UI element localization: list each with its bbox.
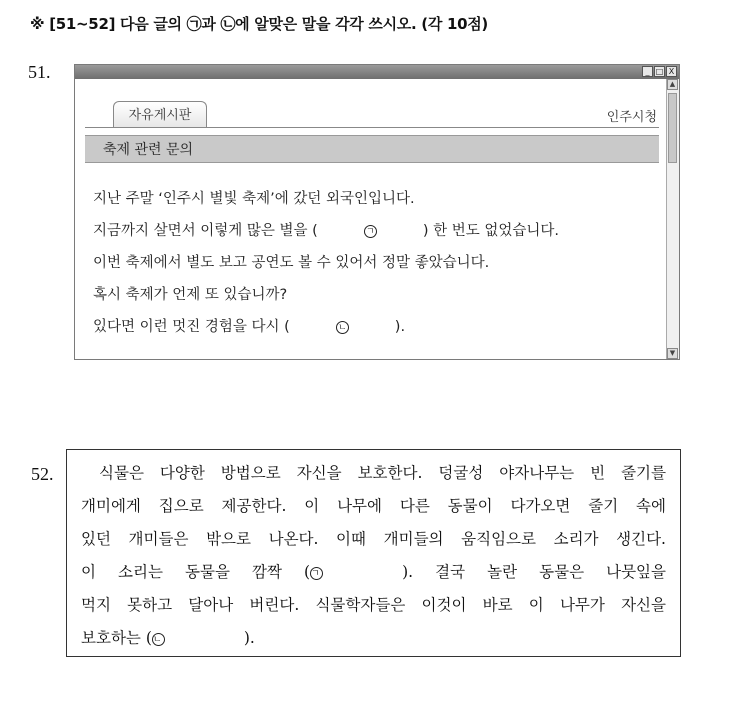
- post-text: 지금까지 살면서 이렇게 많은 별을 (: [93, 223, 318, 239]
- circled-nieun: ㄴ: [336, 321, 349, 334]
- passage-text-part: ).: [243, 629, 255, 647]
- passage-text-part: 보호하는 (: [81, 629, 152, 647]
- circled-giyeok: ㄱ: [364, 225, 377, 238]
- post-line: 혹시 축제가 언제 또 있습니까?: [93, 287, 288, 303]
- post-body: [93, 183, 559, 343]
- tab-divider: [85, 127, 659, 128]
- window-controls: [642, 66, 677, 77]
- passage-text: [81, 457, 666, 655]
- minimize-button[interactable]: _: [642, 66, 653, 77]
- blank-1: [318, 215, 423, 247]
- board-content: [75, 79, 667, 359]
- post-line: 지난 주말 ‘인주시 별빛 축제’에 갔던 외국인입니다.: [93, 191, 415, 207]
- passage-text-part: 이 소리는 동물을 깜짝 (: [81, 563, 311, 581]
- passage-text-part: ). 결국 놀란 동물은 나뭇잎을: [402, 563, 666, 581]
- passage-line: 먹지 못하고 달아나 버린다. 식물학자들은 이것이 바로 이 나무가 자신을: [81, 596, 666, 614]
- post-text: ).: [394, 319, 406, 335]
- tab-free-board[interactable]: 자유게시판: [113, 101, 207, 128]
- question-52-number: 52.: [31, 464, 54, 484]
- scroll-thumb[interactable]: [668, 93, 677, 163]
- passage-line: [81, 622, 666, 655]
- site-name: 인주시청: [606, 110, 657, 125]
- passage-line: [81, 556, 666, 589]
- post-line: 이번 축제에서 별도 보고 공연도 볼 수 있어서 정말 좋았습니다.: [93, 255, 490, 271]
- post-text: 있다면 이런 멋진 경험을 다시 (: [93, 319, 290, 335]
- passage-box: [66, 449, 681, 657]
- board-window: [74, 64, 680, 360]
- question-51-number: 51.: [28, 62, 51, 82]
- post-line: [93, 311, 559, 343]
- maximize-button[interactable]: □: [655, 67, 664, 76]
- blank-2: [290, 311, 395, 343]
- close-button[interactable]: X: [666, 66, 677, 77]
- passage-line: 있던 개미들은 밖으로 나온다. 이때 개미들의 움직임으로 소리가 생긴다.: [81, 530, 666, 548]
- blank-1: [310, 556, 402, 589]
- passage-line: 식물은 다양한 방법으로 자신을 보호한다. 덩굴성 야자나무는 빈 줄기를: [99, 464, 666, 482]
- circled-nieun: ㄴ: [152, 633, 165, 646]
- instruction-header: ※ [51~52] 다음 글의 ㉠과 ㉡에 알맞은 말을 각각 쓰시오. (각 10점): [30, 15, 488, 33]
- window-titlebar: [75, 65, 679, 79]
- scroll-down-icon[interactable]: ▼: [667, 348, 678, 359]
- post-line: [93, 215, 559, 247]
- post-text: ) 한 번도 없었습니다.: [422, 223, 559, 239]
- post-subject: 축제 관련 문의: [85, 135, 659, 163]
- scroll-up-icon[interactable]: ▲: [667, 79, 678, 90]
- circled-giyeok: ㄱ: [310, 567, 323, 580]
- blank-2: [152, 622, 244, 655]
- vertical-scrollbar[interactable]: [666, 79, 679, 359]
- passage-line: 개미에게 집으로 제공한다. 이 나무에 다른 동물이 다가오면 줄기 속에: [81, 497, 666, 515]
